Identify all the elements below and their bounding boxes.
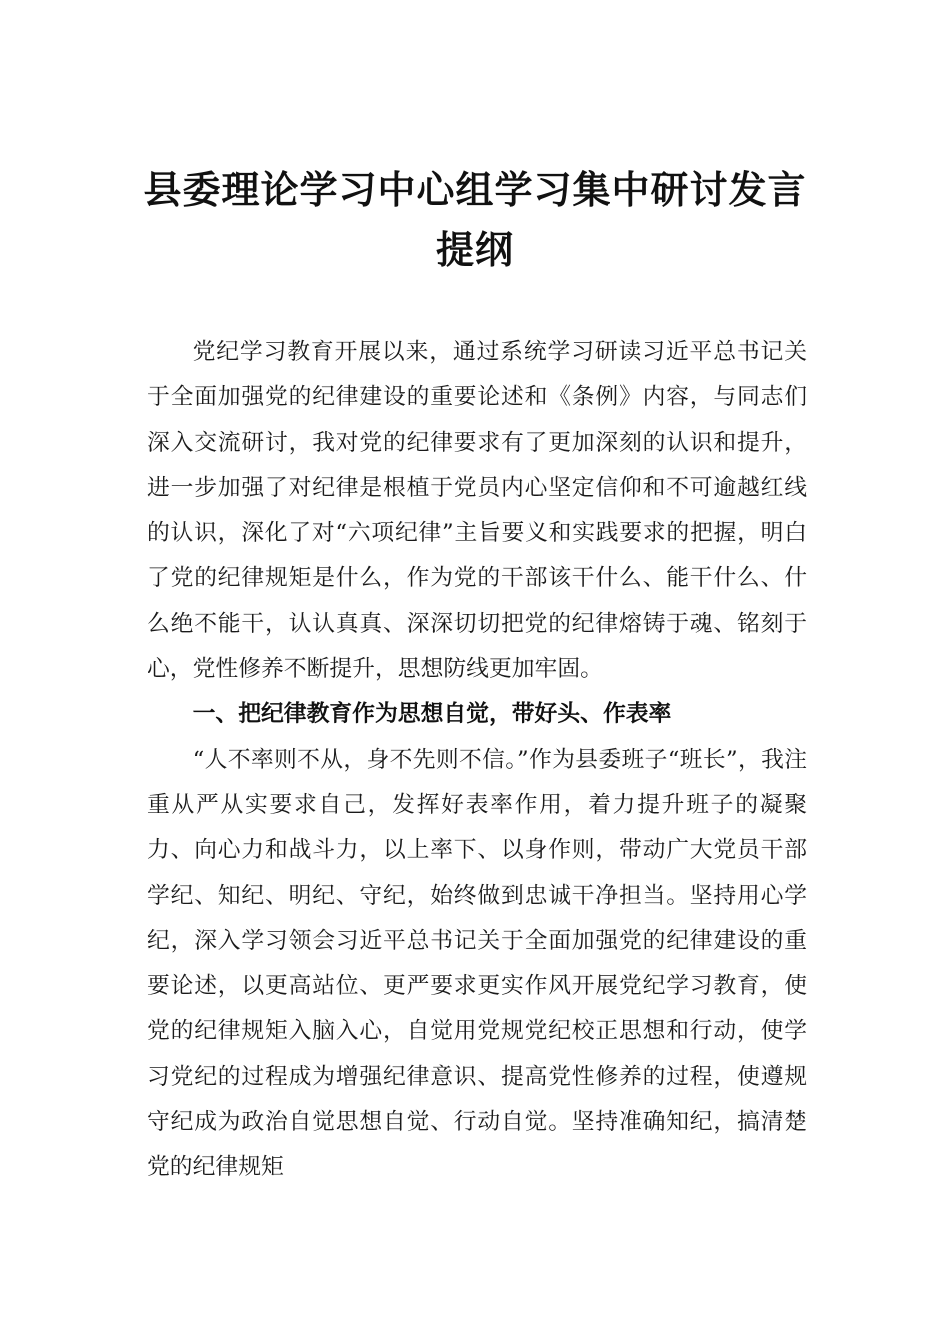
intro-paragraph: 党纪学习教育开展以来，通过系统学习研读习近平总书记关于全面加强党的纪律建设的重要论述和《条例》内容，与同志们深入交流研讨，我对党的纪律要求有了更加深刻的认识和提升，进一步加强了对纪律是根植于党员内心坚定信仰和不可逾越红线的认识，深化了对“六项纪律”主旨要义和实践要求的把握，明白了党的纪律规矩是什么，作为党的干部该干什么、能干什么、什么绝不能干，认认真真、深深切切把党的纪律熔铸于魂、铭刻于心，党性修养不断提升，思想防线更加牢固。	[147, 339, 807, 683]
document-title: 县委理论学习中心组学习集中研讨发言提纲	[143, 167, 807, 272]
document-body	[147, 330, 807, 1191]
section-1-paragraph: “人不率则不从，身不先则不信。”作为县委班子“班长”，我注重从严从实要求自己，发挥好表率作用，着力提升班子的凝聚力、向心力和战斗力，以上率下、以身作则，带动广大党员干部学纪、知纪、明纪、守纪，始终做到忠诚干净担当。坚持用心学纪，深入学习领会习近平总书记关于全面加强党的纪律建设的重要论述，以更高站位、更严要求更实作风开展党纪学习教育，使党的纪律规矩入脑入心，自觉用党规党纪校正思想和行动，使学习党纪的过程成为增强纪律意识、提高党性修养的过程，使遵规守纪成为政治自觉思想自觉、行动自觉。坚持准确知纪，搞清楚党的纪律规矩	[147, 746, 807, 1181]
section-heading-1: 一、把纪律教育作为思想自觉，带好头、作表率	[192, 701, 672, 728]
